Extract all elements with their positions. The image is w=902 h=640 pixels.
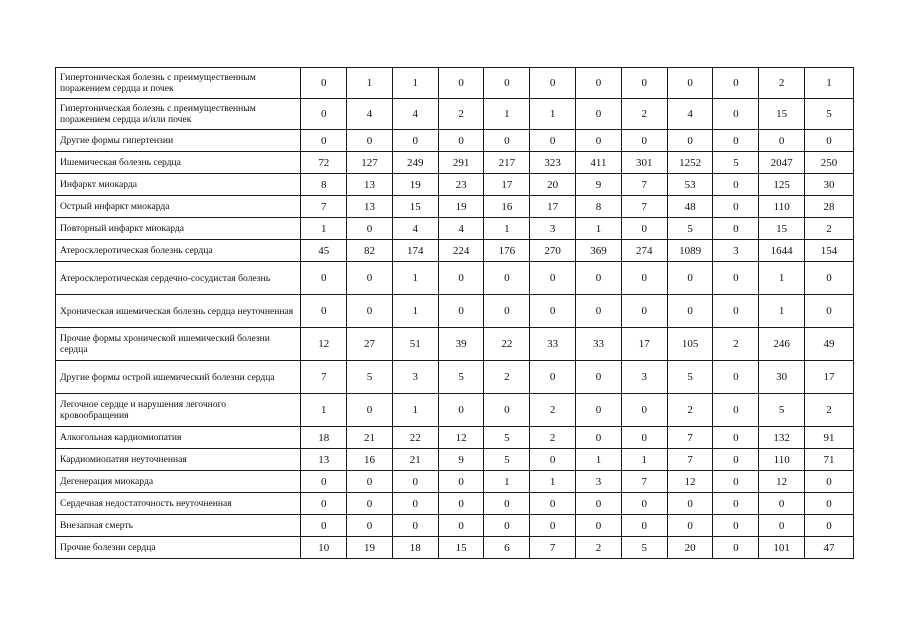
- value-cell: 5: [621, 537, 667, 559]
- table-body: [56, 68, 854, 559]
- value-cell: 82: [347, 240, 393, 262]
- value-cell: 45: [301, 240, 347, 262]
- value-cell: 48: [667, 196, 713, 218]
- value-cell: 12: [759, 471, 805, 493]
- value-cell: 0: [621, 262, 667, 295]
- value-cell: 125: [759, 174, 805, 196]
- value-cell: 18: [392, 537, 438, 559]
- row-label: Другие формы острой ишемический болезни сердца: [56, 361, 301, 394]
- value-cell: 0: [347, 471, 393, 493]
- value-cell: 0: [301, 99, 347, 130]
- value-cell: 2: [530, 394, 576, 427]
- value-cell: 20: [667, 537, 713, 559]
- value-cell: 0: [576, 130, 622, 152]
- value-cell: 0: [347, 130, 393, 152]
- value-cell: 0: [713, 515, 759, 537]
- table-row: [56, 361, 854, 394]
- value-cell: 1: [392, 68, 438, 99]
- table-row: [56, 240, 854, 262]
- value-cell: 13: [347, 174, 393, 196]
- value-cell: 12: [438, 427, 484, 449]
- row-label: Повторный инфаркт миокарда: [56, 218, 301, 240]
- value-cell: 0: [576, 99, 622, 130]
- table-row: [56, 515, 854, 537]
- value-cell: 0: [713, 361, 759, 394]
- value-cell: 1: [301, 218, 347, 240]
- value-cell: 5: [667, 361, 713, 394]
- value-cell: 3: [576, 471, 622, 493]
- value-cell: 0: [621, 515, 667, 537]
- value-cell: 1: [530, 471, 576, 493]
- value-cell: 2: [713, 328, 759, 361]
- value-cell: 0: [667, 68, 713, 99]
- value-cell: 0: [759, 130, 805, 152]
- value-cell: 4: [347, 99, 393, 130]
- value-cell: 7: [621, 196, 667, 218]
- value-cell: 15: [759, 218, 805, 240]
- value-cell: 2: [484, 361, 530, 394]
- value-cell: 0: [301, 295, 347, 328]
- value-cell: 0: [438, 68, 484, 99]
- value-cell: 0: [484, 515, 530, 537]
- row-label: Острый инфаркт миокарда: [56, 196, 301, 218]
- value-cell: 0: [713, 295, 759, 328]
- table-row: [56, 130, 854, 152]
- table-row: [56, 196, 854, 218]
- value-cell: 1: [484, 99, 530, 130]
- value-cell: 1: [347, 68, 393, 99]
- value-cell: 3: [621, 361, 667, 394]
- value-cell: 27: [347, 328, 393, 361]
- value-cell: 7: [621, 471, 667, 493]
- value-cell: 0: [347, 262, 393, 295]
- value-cell: 0: [392, 515, 438, 537]
- value-cell: 270: [530, 240, 576, 262]
- row-label: Гипертоническая болезнь с преимущественным поражением сердца и почек: [56, 68, 301, 99]
- value-cell: 0: [301, 515, 347, 537]
- value-cell: 16: [347, 449, 393, 471]
- value-cell: 1: [392, 295, 438, 328]
- value-cell: 1: [576, 449, 622, 471]
- value-cell: 2: [576, 537, 622, 559]
- value-cell: 0: [713, 471, 759, 493]
- value-cell: 5: [438, 361, 484, 394]
- value-cell: 0: [713, 449, 759, 471]
- value-cell: 1: [484, 471, 530, 493]
- value-cell: 0: [438, 515, 484, 537]
- value-cell: 0: [530, 130, 576, 152]
- value-cell: 127: [347, 152, 393, 174]
- value-cell: 5: [347, 361, 393, 394]
- value-cell: 105: [667, 328, 713, 361]
- value-cell: 0: [713, 262, 759, 295]
- value-cell: 19: [392, 174, 438, 196]
- value-cell: 22: [484, 328, 530, 361]
- value-cell: 0: [805, 262, 854, 295]
- value-cell: 10: [301, 537, 347, 559]
- value-cell: 0: [667, 515, 713, 537]
- value-cell: 0: [759, 493, 805, 515]
- table-row: [56, 174, 854, 196]
- table-row: [56, 328, 854, 361]
- value-cell: 0: [759, 515, 805, 537]
- value-cell: 291: [438, 152, 484, 174]
- value-cell: 224: [438, 240, 484, 262]
- value-cell: 23: [438, 174, 484, 196]
- row-label: Инфаркт миокарда: [56, 174, 301, 196]
- value-cell: 0: [530, 262, 576, 295]
- row-label: Дегенерация миокарда: [56, 471, 301, 493]
- value-cell: 246: [759, 328, 805, 361]
- value-cell: 3: [530, 218, 576, 240]
- value-cell: 5: [759, 394, 805, 427]
- value-cell: 2047: [759, 152, 805, 174]
- value-cell: 0: [621, 394, 667, 427]
- value-cell: 0: [576, 262, 622, 295]
- value-cell: 0: [576, 295, 622, 328]
- value-cell: 0: [438, 262, 484, 295]
- value-cell: 0: [392, 471, 438, 493]
- value-cell: 1: [576, 218, 622, 240]
- value-cell: 47: [805, 537, 854, 559]
- value-cell: 0: [713, 99, 759, 130]
- value-cell: 17: [530, 196, 576, 218]
- table-row: [56, 218, 854, 240]
- value-cell: 17: [484, 174, 530, 196]
- value-cell: 51: [392, 328, 438, 361]
- value-cell: 7: [301, 361, 347, 394]
- row-label: Атеросклеротическая сердечно-сосудистая болезнь: [56, 262, 301, 295]
- value-cell: 154: [805, 240, 854, 262]
- value-cell: 0: [301, 262, 347, 295]
- value-cell: 4: [667, 99, 713, 130]
- row-label: Кардиомиопатия неуточненная: [56, 449, 301, 471]
- value-cell: 0: [576, 427, 622, 449]
- row-label: Прочие болезни сердца: [56, 537, 301, 559]
- value-cell: 101: [759, 537, 805, 559]
- value-cell: 6: [484, 537, 530, 559]
- row-label: Легочное сердце и нарушения легочного кровообращения: [56, 394, 301, 427]
- value-cell: 0: [713, 174, 759, 196]
- value-cell: 1: [530, 99, 576, 130]
- value-cell: 301: [621, 152, 667, 174]
- value-cell: 2: [805, 394, 854, 427]
- value-cell: 0: [484, 68, 530, 99]
- value-cell: 0: [530, 361, 576, 394]
- cardiac-mortality-table: [55, 67, 854, 559]
- value-cell: 0: [667, 262, 713, 295]
- value-cell: 0: [438, 471, 484, 493]
- value-cell: 1644: [759, 240, 805, 262]
- value-cell: 33: [576, 328, 622, 361]
- value-cell: 8: [576, 196, 622, 218]
- value-cell: 0: [438, 394, 484, 427]
- value-cell: 411: [576, 152, 622, 174]
- value-cell: 17: [621, 328, 667, 361]
- value-cell: 0: [392, 130, 438, 152]
- value-cell: 4: [392, 218, 438, 240]
- value-cell: 0: [484, 295, 530, 328]
- value-cell: 5: [713, 152, 759, 174]
- value-cell: 249: [392, 152, 438, 174]
- value-cell: 174: [392, 240, 438, 262]
- value-cell: 1: [759, 295, 805, 328]
- value-cell: 1: [759, 262, 805, 295]
- value-cell: 5: [484, 427, 530, 449]
- value-cell: 274: [621, 240, 667, 262]
- value-cell: 0: [530, 449, 576, 471]
- value-cell: 0: [713, 427, 759, 449]
- value-cell: 217: [484, 152, 530, 174]
- value-cell: 1: [392, 262, 438, 295]
- value-cell: 369: [576, 240, 622, 262]
- value-cell: 0: [805, 515, 854, 537]
- value-cell: 49: [805, 328, 854, 361]
- value-cell: 15: [759, 99, 805, 130]
- value-cell: 0: [301, 68, 347, 99]
- value-cell: 16: [484, 196, 530, 218]
- value-cell: 0: [713, 196, 759, 218]
- value-cell: 110: [759, 196, 805, 218]
- value-cell: 18: [301, 427, 347, 449]
- table-row: [56, 537, 854, 559]
- value-cell: 0: [484, 130, 530, 152]
- value-cell: 1: [301, 394, 347, 427]
- value-cell: 5: [805, 99, 854, 130]
- value-cell: 17: [805, 361, 854, 394]
- value-cell: 15: [392, 196, 438, 218]
- value-cell: 53: [667, 174, 713, 196]
- value-cell: 1: [621, 449, 667, 471]
- value-cell: 0: [438, 130, 484, 152]
- value-cell: 0: [484, 262, 530, 295]
- value-cell: 0: [667, 130, 713, 152]
- row-label: Другие формы гипертензии: [56, 130, 301, 152]
- value-cell: 1252: [667, 152, 713, 174]
- value-cell: 0: [713, 394, 759, 427]
- value-cell: 71: [805, 449, 854, 471]
- value-cell: 2: [438, 99, 484, 130]
- value-cell: 0: [438, 493, 484, 515]
- value-cell: 0: [484, 394, 530, 427]
- row-label: Гипертоническая болезнь с преимущественным поражением сердца и/или почек: [56, 99, 301, 130]
- value-cell: 176: [484, 240, 530, 262]
- value-cell: 0: [713, 493, 759, 515]
- value-cell: 0: [347, 394, 393, 427]
- value-cell: 7: [621, 174, 667, 196]
- value-cell: 0: [301, 130, 347, 152]
- value-cell: 7: [301, 196, 347, 218]
- table-row: [56, 493, 854, 515]
- value-cell: 9: [438, 449, 484, 471]
- row-label: Хроническая ишемическая болезнь сердца неуточненная: [56, 295, 301, 328]
- value-cell: 0: [621, 427, 667, 449]
- table-row: [56, 152, 854, 174]
- value-cell: 0: [530, 68, 576, 99]
- value-cell: 2: [759, 68, 805, 99]
- value-cell: 7: [530, 537, 576, 559]
- value-cell: 13: [347, 196, 393, 218]
- value-cell: 30: [805, 174, 854, 196]
- value-cell: 3: [713, 240, 759, 262]
- value-cell: 0: [621, 493, 667, 515]
- value-cell: 2: [805, 218, 854, 240]
- value-cell: 0: [484, 493, 530, 515]
- value-cell: 0: [530, 515, 576, 537]
- row-label: Прочие формы хронической ишемический болезни сердца: [56, 328, 301, 361]
- value-cell: 0: [576, 515, 622, 537]
- value-cell: 250: [805, 152, 854, 174]
- value-cell: 1: [805, 68, 854, 99]
- value-cell: 21: [392, 449, 438, 471]
- value-cell: 0: [576, 361, 622, 394]
- value-cell: 19: [438, 196, 484, 218]
- table-row: [56, 295, 854, 328]
- value-cell: 8: [301, 174, 347, 196]
- value-cell: 1089: [667, 240, 713, 262]
- value-cell: 2: [530, 427, 576, 449]
- table-row: [56, 427, 854, 449]
- value-cell: 0: [347, 295, 393, 328]
- value-cell: 0: [530, 295, 576, 328]
- value-cell: 0: [301, 471, 347, 493]
- value-cell: 12: [667, 471, 713, 493]
- value-cell: 0: [347, 218, 393, 240]
- table-row: [56, 449, 854, 471]
- value-cell: 0: [347, 515, 393, 537]
- value-cell: 4: [438, 218, 484, 240]
- value-cell: 30: [759, 361, 805, 394]
- value-cell: 0: [347, 493, 393, 515]
- value-cell: 28: [805, 196, 854, 218]
- value-cell: 0: [621, 68, 667, 99]
- table-row: [56, 394, 854, 427]
- value-cell: 0: [576, 394, 622, 427]
- value-cell: 0: [805, 493, 854, 515]
- value-cell: 0: [576, 493, 622, 515]
- value-cell: 4: [392, 99, 438, 130]
- value-cell: 3: [392, 361, 438, 394]
- value-cell: 0: [713, 537, 759, 559]
- value-cell: 0: [805, 471, 854, 493]
- value-cell: 0: [301, 493, 347, 515]
- value-cell: 5: [484, 449, 530, 471]
- value-cell: 1: [484, 218, 530, 240]
- value-cell: 91: [805, 427, 854, 449]
- value-cell: 0: [667, 295, 713, 328]
- value-cell: 2: [667, 394, 713, 427]
- value-cell: 0: [576, 68, 622, 99]
- value-cell: 0: [621, 218, 667, 240]
- value-cell: 0: [713, 130, 759, 152]
- value-cell: 7: [667, 427, 713, 449]
- table-row: [56, 68, 854, 99]
- value-cell: 22: [392, 427, 438, 449]
- value-cell: 15: [438, 537, 484, 559]
- value-cell: 110: [759, 449, 805, 471]
- value-cell: 1: [392, 394, 438, 427]
- value-cell: 0: [530, 493, 576, 515]
- value-cell: 0: [621, 295, 667, 328]
- value-cell: 323: [530, 152, 576, 174]
- value-cell: 0: [713, 68, 759, 99]
- value-cell: 7: [667, 449, 713, 471]
- table-row: [56, 262, 854, 295]
- row-label: Сердечная недостаточность неуточненная: [56, 493, 301, 515]
- value-cell: 0: [392, 493, 438, 515]
- value-cell: 39: [438, 328, 484, 361]
- row-label: Внезапная смерть: [56, 515, 301, 537]
- value-cell: 20: [530, 174, 576, 196]
- value-cell: 0: [438, 295, 484, 328]
- value-cell: 2: [621, 99, 667, 130]
- value-cell: 0: [805, 295, 854, 328]
- value-cell: 0: [667, 493, 713, 515]
- value-cell: 9: [576, 174, 622, 196]
- value-cell: 0: [621, 130, 667, 152]
- row-label: Ишемическая болезнь сердца: [56, 152, 301, 174]
- value-cell: 0: [713, 218, 759, 240]
- value-cell: 33: [530, 328, 576, 361]
- value-cell: 21: [347, 427, 393, 449]
- value-cell: 132: [759, 427, 805, 449]
- row-label: Алкогольная кардиомиопатия: [56, 427, 301, 449]
- table-row: [56, 99, 854, 130]
- value-cell: 0: [805, 130, 854, 152]
- value-cell: 72: [301, 152, 347, 174]
- value-cell: 5: [667, 218, 713, 240]
- value-cell: 13: [301, 449, 347, 471]
- value-cell: 19: [347, 537, 393, 559]
- row-label: Атеросклеротическая болезнь сердца: [56, 240, 301, 262]
- table-row: [56, 471, 854, 493]
- value-cell: 12: [301, 328, 347, 361]
